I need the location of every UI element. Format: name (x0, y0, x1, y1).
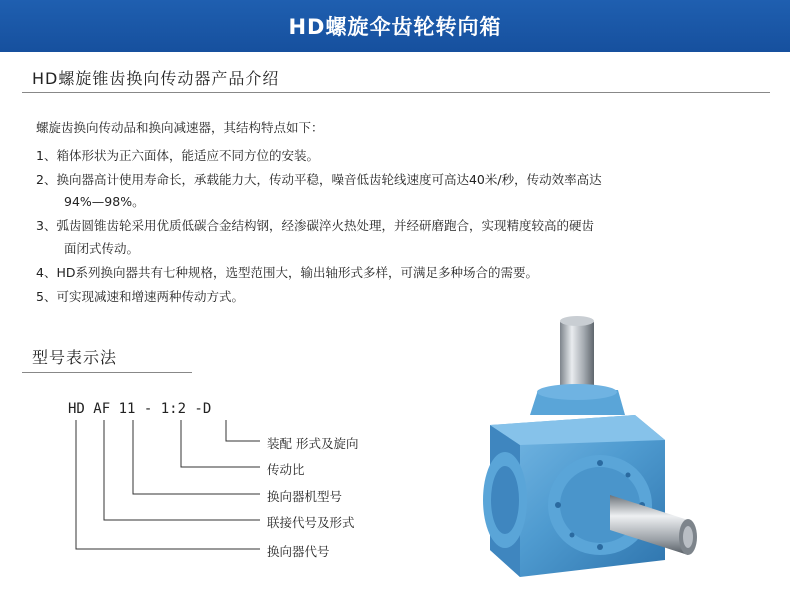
feature-item-2: 2、换向器高计使用寿命长，承载能力大，传动平稳，噪音低齿轮线速度可高达40米/秒，传动效率高达 (36, 172, 602, 187)
banner-title: HD螺旋伞齿轮转向箱 (288, 15, 502, 39)
gearbox-image (460, 315, 715, 600)
intro-heading: HD螺旋锥齿换向传动器产品介绍 (32, 69, 280, 88)
legend-line-3 (133, 420, 260, 494)
feature-item-4: 4、HD系列换向器共有七种规格，选型范围大，输出轴形式多样，可满足多种场合的需要。 (36, 265, 538, 280)
legend-line-4 (104, 420, 260, 520)
legend-code: 换向器代号 (267, 544, 330, 559)
legend-connection: 联接代号及形式 (267, 515, 355, 530)
legend-assembly: 装配 形式及旋向 (267, 436, 359, 451)
feature-item-1: 1、箱体形状为正六面体，能适应不同方位的安装。 (36, 148, 319, 163)
model-code: HD AF 11 - 1:2 -D (68, 401, 212, 417)
legend-line-1 (226, 420, 260, 441)
feature-item-3-cont: 面闭式传动。 (64, 241, 140, 256)
legend-model-no: 换向器机型号 (267, 489, 343, 504)
legend-ratio: 传动比 (267, 462, 305, 477)
intro-lead: 螺旋齿换向传动品和换向减速器，其结构特点如下： (36, 120, 324, 135)
legend-line-2 (181, 420, 260, 467)
feature-item-5: 5、可实现减速和增速两种传动方式。 (36, 289, 244, 304)
feature-item-3: 3、弧齿圆锥齿轮采用优质低碳合金结构钢，经渗碳淬火热处理，并经研磨跑合，实现精度较高的硬齿 (36, 218, 594, 233)
model-heading: 型号表示法 (32, 348, 118, 367)
feature-item-2-cont: 94%—98%。 (64, 194, 145, 209)
